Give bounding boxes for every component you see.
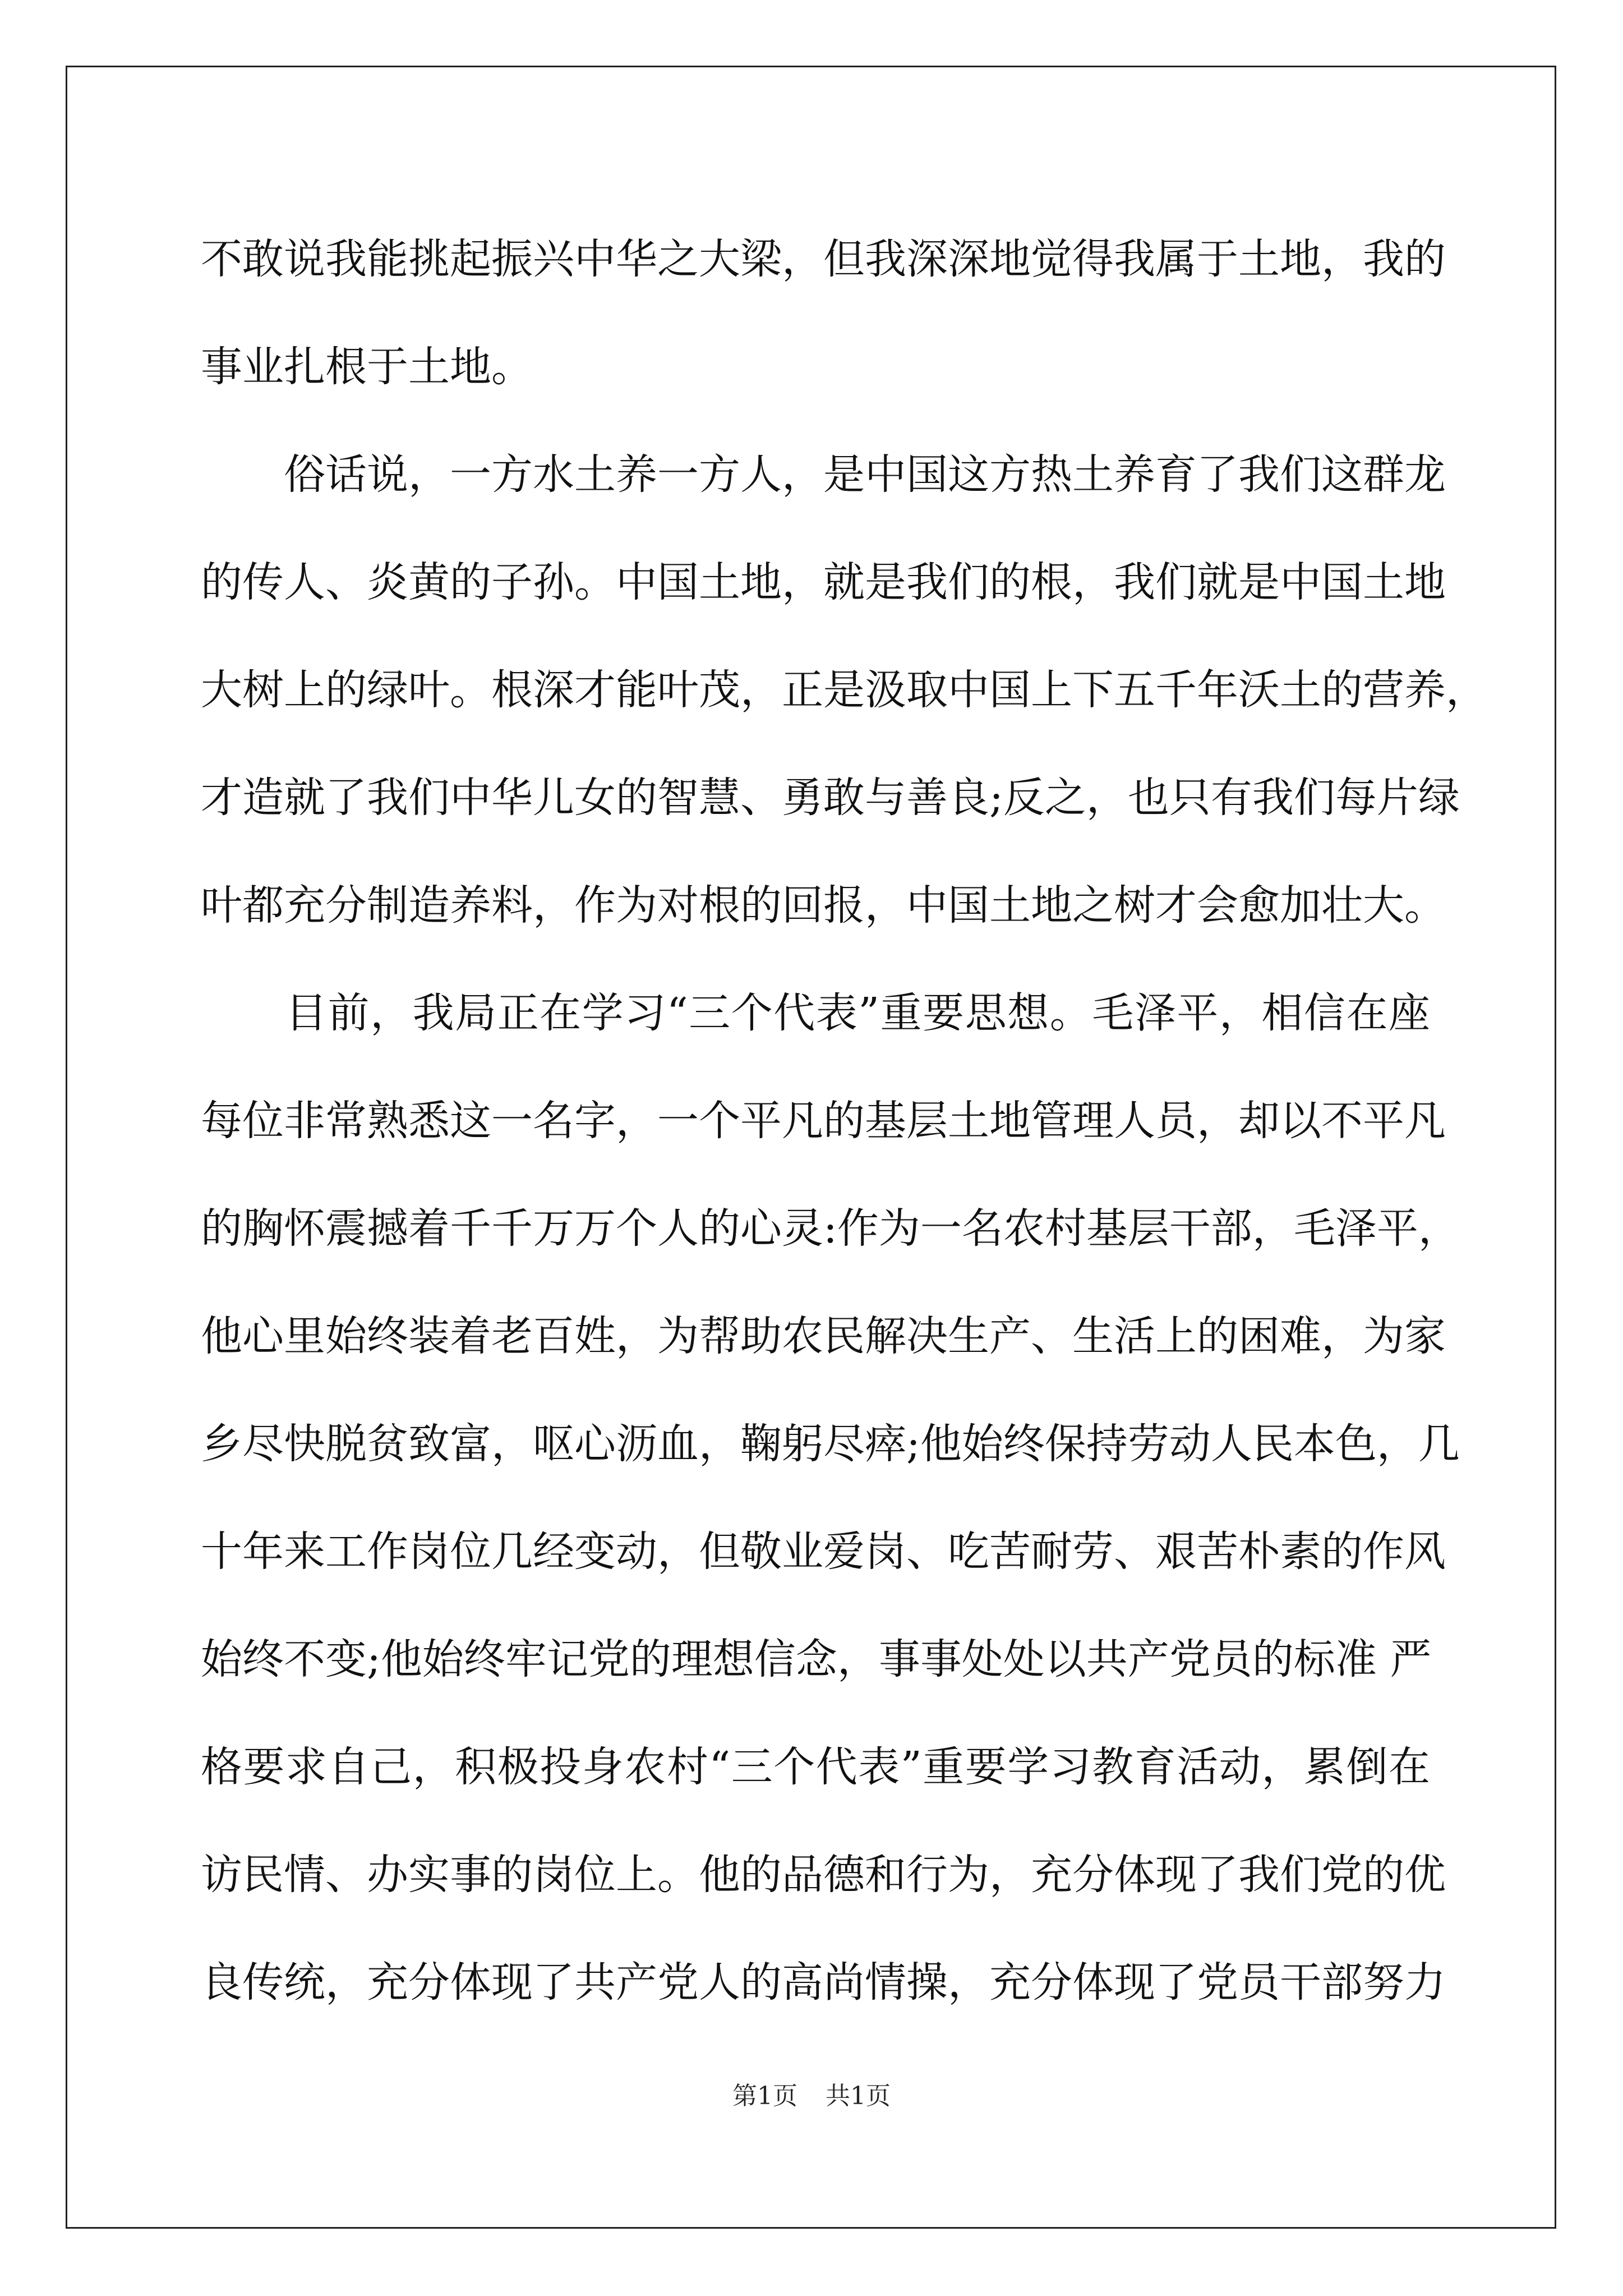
- text-line: 访民情、办实事的岗位上。他的品德和行为，充分体现了我们党的优: [201, 1851, 1446, 1899]
- text-line: 乡尽快脱贫致富，呕心沥血，鞠躬尽瘁;他始终保持劳动人民本色，几: [201, 1420, 1460, 1468]
- document-body: [201, 205, 1487, 2036]
- text-line: 十年来工作岗位几经变动，但敬业爱岗、吃苦耐劳、艰苦朴素的作风: [201, 1527, 1446, 1576]
- text-line: 才造就了我们中华儿女的智慧、勇敢与善良;反之，也只有我们每片绿: [201, 774, 1460, 822]
- text-line: 叶都充分制造养料，作为对根的回报，中国土地之树才会愈加壮大。: [201, 881, 1446, 930]
- text-line: 的传人、炎黄的子孙。中国土地，就是我们的根，我们就是中国土地: [201, 558, 1446, 606]
- text-line: 每位非常熟悉这一名字，一个平凡的基层土地管理人员，却以不平凡: [201, 1097, 1446, 1145]
- text-line: 目前，我局正在学习“三个代表”重要思想。毛泽平，相信在座: [201, 989, 1430, 1037]
- text-line: 格要求自己，积极投身农村“三个代表”重要学习教育活动，累倒在: [201, 1743, 1430, 1791]
- text-line: 大树上的绿叶。根深才能叶茂，正是汲取中国上下五千年沃土的营养，: [201, 666, 1487, 714]
- text-line: 良传统，充分体现了共产党人的高尚情操，充分体现了党员干部努力: [201, 1958, 1446, 2007]
- page-footer: [0, 2076, 1623, 2111]
- page-total: 共1页: [826, 2082, 891, 2110]
- page-number: 第1页: [732, 2082, 797, 2110]
- text-line: 不敢说我能挑起振兴中华之大梁，但我深深地觉得我属于土地，我的: [201, 235, 1446, 283]
- text-line: 的胸怀震撼着千千万万个人的心灵:作为一名农村基层干部，毛泽平，: [201, 1204, 1460, 1253]
- text-line: 始终不变;他始终牢记党的理想信念，事事处处以共产党员的标准 严: [201, 1635, 1432, 1683]
- text-line: 他心里始终装着老百姓，为帮助农民解决生产、生活上的困难，为家: [201, 1312, 1446, 1360]
- text-line: 俗话说，一方水土养一方人，是中国这方热土养育了我们这群龙: [201, 450, 1446, 499]
- text-line: 事业扎根于土地。: [201, 343, 533, 391]
